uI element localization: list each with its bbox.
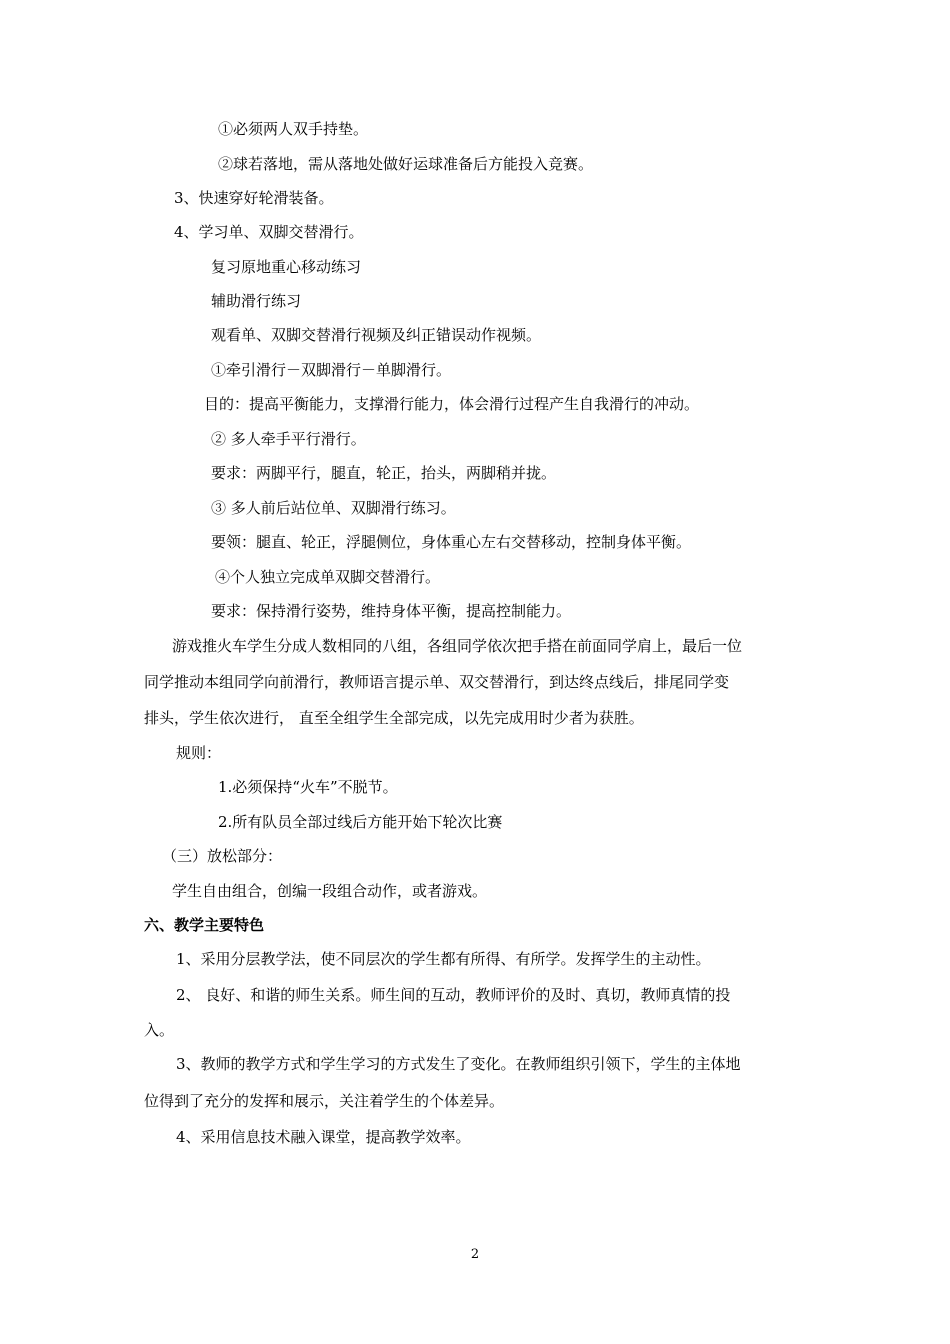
- text-line: ①牵引滑行－双脚滑行－单脚滑行。: [211, 361, 452, 379]
- text-line: 3、快速穿好轮滑装备。: [174, 189, 334, 207]
- text-line: 规则：: [176, 744, 222, 762]
- text-line: 位得到了充分的发挥和展示，关注着学生的个体差异。: [144, 1092, 505, 1110]
- text-line: 要求：保持滑行姿势，维持身体平衡，提高控制能力。: [211, 602, 572, 620]
- text-line: 4、采用信息技术融入课堂，提高教学效率。: [176, 1128, 471, 1146]
- page-number: 2: [470, 1247, 480, 1262]
- text-line: 目的：提高平衡能力，支撑滑行能力，体会滑行过程产生自我滑行的冲动。: [204, 395, 700, 413]
- text-line: ② 多人牵手平行滑行。: [211, 430, 366, 448]
- text-line: 2、 良好、和谐的师生关系。师生间的互动，教师评价的及时、真切，教师真情的投: [176, 986, 731, 1004]
- text-line: 学生自由组合，创编一段组合动作，或者游戏。: [172, 882, 488, 900]
- text-line: ③ 多人前后站位单、双脚滑行练习。: [211, 499, 456, 517]
- text-line: ②球若落地，需从落地处做好运球准备后方能投入竞赛。: [218, 155, 594, 173]
- text-line: ④个人独立完成单双脚交替滑行。: [215, 568, 441, 586]
- text-line: 4、学习单、双脚交替滑行。: [174, 223, 364, 241]
- text-line: 游戏推火车学生分成人数相同的八组，各组同学依次把手搭在前面同学肩上，最后一位: [172, 637, 743, 655]
- text-line: 3、教师的教学方式和学生学习的方式发生了变化。在教师组织引领下，学生的主体地: [176, 1055, 741, 1073]
- text-line: 要领：腿直、轮正，浮腿侧位，身体重心左右交替移动，控制身体平衡。: [211, 533, 692, 551]
- section-heading: 六、教学主要特色: [144, 916, 265, 934]
- text-line: 同学推动本组同学向前滑行，教师语言提示单、双交替滑行，到达终点线后，排尾同学变: [144, 673, 730, 691]
- text-line: ①必须两人双手持垫。: [218, 120, 369, 138]
- text-line: （三）放松部分：: [162, 847, 283, 865]
- text-line: 复习原地重心移动练习: [211, 258, 362, 276]
- text-line: 入。: [144, 1021, 175, 1039]
- text-line: 观看单、双脚交替滑行视频及纠正错误动作视频。: [211, 326, 542, 344]
- text-line: 1、采用分层教学法，使不同层次的学生都有所得、有所学。发挥学生的主动性。: [176, 950, 711, 968]
- text-line: 辅助滑行练习: [211, 292, 302, 310]
- text-line: 2.所有队员全部过线后方能开始下轮次比赛: [218, 813, 503, 831]
- text-line: 1.必须保持“火车”不脱节。: [218, 778, 398, 796]
- text-line: 要求：两脚平行，腿直，轮正，抬头，两脚稍并拢。: [211, 464, 557, 482]
- text-line: 排头，学生依次进行， 直至全组学生全部完成，以先完成用时少者为获胜。: [144, 709, 644, 727]
